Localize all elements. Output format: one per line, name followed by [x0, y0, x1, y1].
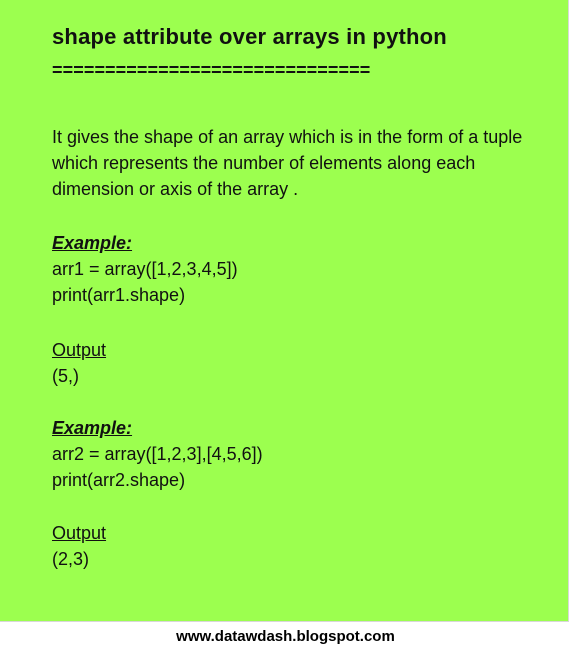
output-block-1	[52, 337, 106, 389]
code-line: print(arr1.shape)	[52, 285, 186, 305]
title-underline: ==============================	[52, 60, 371, 80]
code-line: arr2 = array([1,2,3],[4,5,6])	[52, 444, 263, 464]
output-value: (5,)	[52, 366, 79, 386]
output-value: (2,3)	[52, 549, 90, 569]
example-block-2	[52, 415, 263, 493]
output-block-2	[52, 520, 106, 572]
output-label: Output	[52, 523, 107, 543]
example-block-1	[52, 230, 238, 308]
footer-url: www.datawdash.blogspot.com	[176, 628, 395, 645]
description-text: It gives the shape of an array which is in the form of a tuple which represents the number of elements along each dimension or axis of the array .	[52, 127, 523, 199]
example-label: Example:	[52, 233, 133, 253]
code-line: print(arr2.shape)	[52, 470, 186, 490]
example-label: Example:	[52, 418, 133, 438]
output-label: Output	[52, 340, 107, 360]
page-title: shape attribute over arrays in python	[52, 24, 447, 49]
code-line: arr1 = array([1,2,3,4,5])	[52, 259, 238, 279]
